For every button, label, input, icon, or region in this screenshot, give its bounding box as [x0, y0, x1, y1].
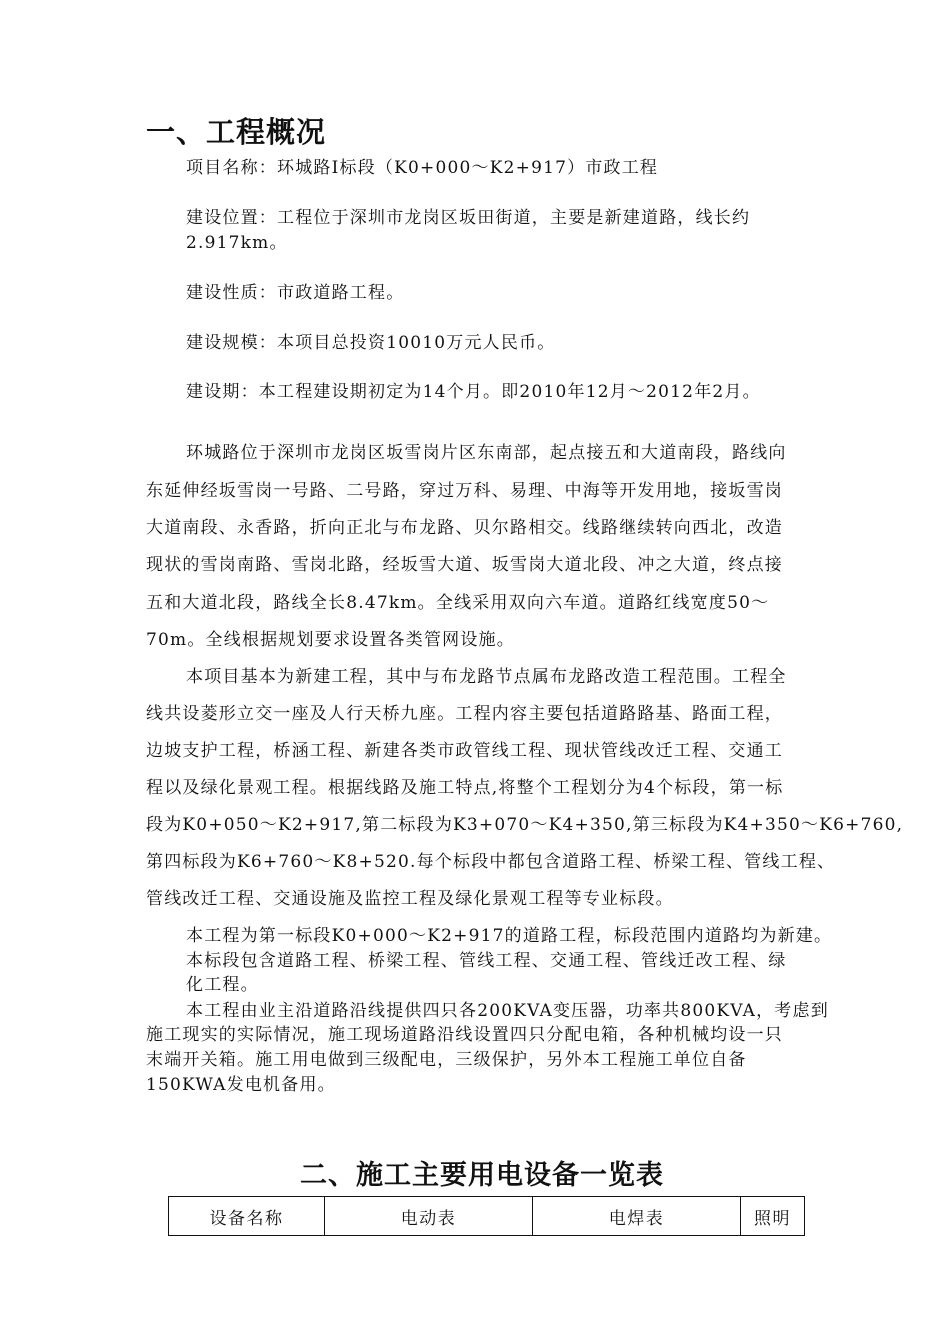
section-2-title: 二、施工主要用电设备一览表: [300, 1160, 664, 1191]
project-name-line: 项目名称：环城路Ⅰ标段（K0+000～K2+917）市政工程: [186, 158, 659, 178]
para2-line: 本项目基本为新建工程，其中与布龙路节点属布龙路改造工程范围。工程全: [186, 667, 787, 687]
header-motor-meter: 电动表: [325, 1197, 533, 1236]
scale-line: 建设规模：本项目总投资10010万元人民币。: [186, 333, 556, 353]
para3-line: 本工程为第一标段K0+000～K2+917的道路工程，标段范围内道路均为新建。: [186, 926, 833, 946]
para1-line: 东延伸经坂雪岗一号路、二号路，穿过万科、易理、中海等开发用地，接坂雪岗: [146, 481, 783, 501]
para1-line: 环城路位于深圳市龙岗区坂雪岗片区东南部，起点接五和大道南段，路线向: [186, 443, 787, 463]
header-welder-meter: 电焊表: [533, 1197, 741, 1236]
para2-line: 程以及绿化景观工程。根据线路及施工特点,将整个工程划分为4个标段，第一标: [146, 778, 784, 798]
location-line-1: 建设位置：工程位于深圳市龙岗区坂田街道，主要是新建道路，线长约: [186, 208, 751, 228]
para1-line: 五和大道北段，路线全长8.47km。全线采用双向六车道。道路红线宽度50～: [146, 593, 770, 613]
nature-line: 建设性质：市政道路工程。: [186, 283, 405, 303]
table-header-row: [169, 1197, 805, 1236]
equipment-table: [168, 1196, 805, 1236]
header-equipment-name: 设备名称: [169, 1197, 325, 1236]
para3-line: 本标段包含道路工程、桥梁工程、管线工程、交通工程、管线迁改工程、绿: [186, 951, 787, 971]
header-lighting: 照明: [741, 1197, 805, 1236]
para1-line: 70m。全线根据规划要求设置各类管网设施。: [146, 630, 515, 650]
para2-line: 段为K0+050～K2+917,第二标段为K3+070～K4+350,第三标段为K4+350～K6+760,: [146, 815, 904, 835]
para2-line: 管线改迁工程、交通设施及监控工程及绿化景观工程等专业标段。: [146, 889, 674, 909]
para1-line: 现状的雪岗南路、雪岗北路，经坂雪大道、坂雪岗大道北段、冲之大道，终点接: [146, 555, 783, 575]
period-line: 建设期：本工程建设期初定为14个月。即2010年12月～2012年2月。: [186, 382, 761, 402]
para3-line: 150KWA发电机备用。: [146, 1075, 336, 1095]
section-1-title: 一、工程概况: [146, 115, 327, 149]
para2-line: 边坡支护工程，桥涵工程、新建各类市政管线工程、现状管线改迁工程、交通工: [146, 741, 783, 761]
para3-line: 施工现实的实际情况，施工现场道路沿线设置四只分配电箱，各种机械均设一只: [146, 1025, 783, 1045]
para3-line: 末端开关箱。施工用电做到三级配电，三级保护，另外本工程施工单位自备: [146, 1050, 747, 1070]
para1-line: 大道南段、永香路，折向正北与布龙路、贝尔路相交。线路继续转向西北，改造: [146, 518, 783, 538]
para3-line: 化工程。: [186, 975, 259, 995]
para2-line: 线共设菱形立交一座及人行天桥九座。工程内容主要包括道路路基、路面工程，: [146, 704, 783, 724]
location-line-2: 2.917km。: [186, 233, 288, 253]
para3-line: 本工程由业主沿道路沿线提供四只各200KVA变压器，功率共800KVA，考虑到: [186, 1001, 829, 1021]
para2-line: 第四标段为K6+760～K8+520.每个标段中都包含道路工程、桥梁工程、管线工程、: [146, 852, 836, 872]
